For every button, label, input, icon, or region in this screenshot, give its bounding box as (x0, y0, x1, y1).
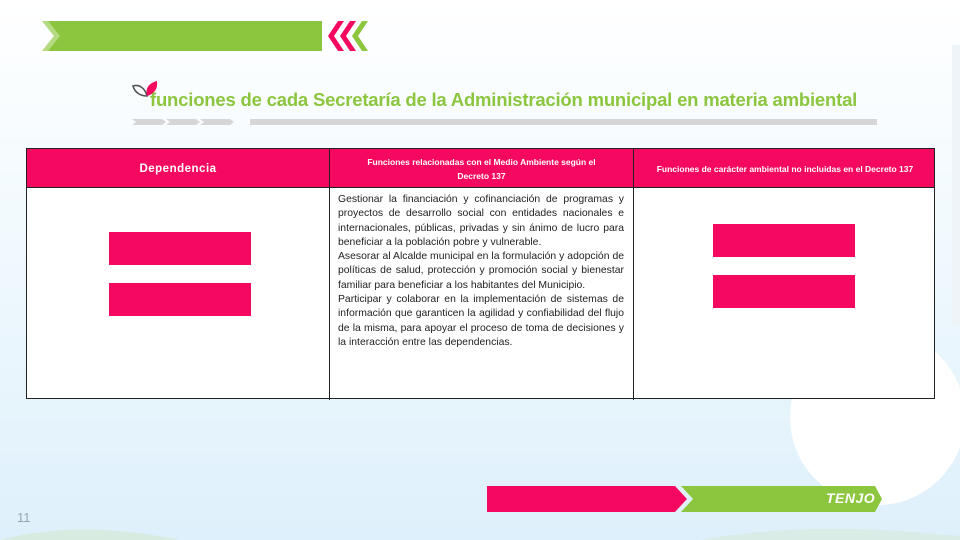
redacted-block (713, 275, 855, 308)
chevrons-icon (328, 21, 376, 51)
function-item: Gestionar la financiación y cofinanciación de programas y proyectos de desarrollo social con entidades nacionales e internacionales, públicas, privadas y sin ánimo de lucro para beneficiar a la población pobre y vulnerable. (338, 194, 624, 248)
page-number: 11 (17, 510, 31, 525)
tenjo-logo: TENJO (826, 490, 876, 506)
redacted-block (713, 224, 855, 257)
bottom-decoration (0, 522, 960, 540)
header-dependencia: Dependencia (139, 162, 217, 175)
page-title: funciones de cada Secretaría de la Administración municipal en materia ambiental (150, 89, 858, 110)
redacted-block (109, 232, 251, 265)
function-item: Participar y colaborar en la implementación de sistemas de información que garanticen la agilidad y confiabilidad del flujo de la misma, para apoyar el proceso de toma de decisiones y la interacción entre las dependencias. (338, 294, 624, 348)
function-item: Asesorar al Alcalde municipal en la formulación y adopción de políticas de salud, protección y promoción social y bienestar familiar para beneficiar a los habitantes del Municipio. (338, 251, 624, 291)
top-banner (42, 21, 322, 51)
column-divider (329, 188, 330, 400)
right-edge-panel (952, 45, 960, 325)
header-funciones-no-incluidas: Funciones de carácter ambiental no incluidas en el Decreto 137 (633, 149, 936, 188)
functions-table (26, 148, 935, 399)
table-header (27, 149, 934, 188)
header-funciones-decreto: Funciones relacionadas con el Medio Ambiente según el Decreto 137 (329, 149, 633, 188)
redacted-block (109, 283, 251, 316)
functions-cell (338, 193, 624, 350)
column-divider (633, 188, 634, 400)
title-underline (132, 117, 877, 127)
bottom-banner (487, 486, 882, 512)
